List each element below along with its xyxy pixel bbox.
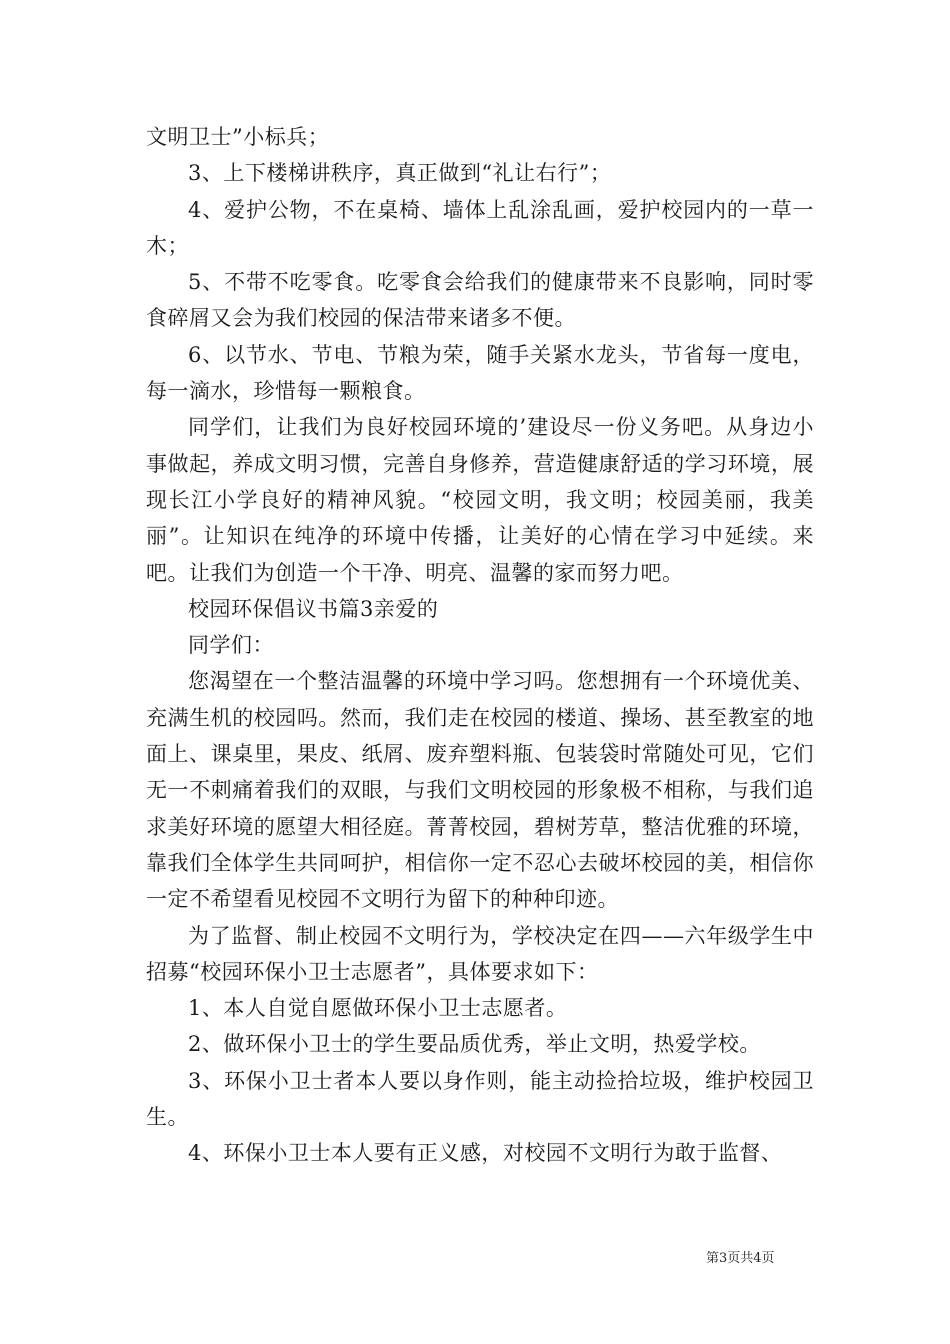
document-body (146, 119, 814, 1172)
paragraph-4: 5、不带不吃零食。吃零食会给我们的健康带来不良影响，同时零食碎屑又会为我们校园的保洁带来诸多不便。 (146, 270, 814, 331)
section-heading: 校园环保倡议书篇3亲爱的 (188, 596, 439, 621)
paragraph-9: 您渴望在一个整洁温馨的环境中学习吗。您想拥有一个环境优美、充满生机的校园吗。然而，我们走在校园的楼道、操场、甚至教室的地面上、课桌里，果皮、纸屑、废弃塑料瓶、包装袋时常随处可见，它们无一不刺痛着我们的双眼，与我们文明校园的形象极不相称，与我们追求美好环境的愿望大相径庭。菁菁校园，碧树芳草，整洁优雅的环境，靠我们全体学生共同呵护，相信你一定不忍心去破坏校园的美，相信你一定不希望看见校园不文明行为留下的种种印迹。 (146, 669, 814, 912)
salutation: 同学们： (188, 633, 274, 658)
paragraph-14: 4、环保小卫士本人要有正义感，对校园不文明行为敢于监督、 (188, 1141, 783, 1166)
paragraph-2: 3、上下楼梯讲秩序，真正做到“礼让右行”； (188, 161, 612, 186)
paragraph-1: 文明卫士”小标兵； (146, 125, 330, 149)
paragraph-11: 1、本人自觉自愿做环保小卫士志愿者。 (188, 996, 568, 1021)
page-number: 第3页共4页 (706, 1251, 775, 1266)
paragraph-5: 6、以节水、节电、节粮为荣，随手关紧水龙头，节省每一度电，每一滴水，珍惜每一颗粮食。 (146, 342, 814, 404)
paragraph-13: 3、环保小卫士者本人要以身作则，能主动捡拾垃圾，维护校园卫生。 (146, 1068, 814, 1130)
paragraph-6: 同学们，让我们为良好校园环境的’建设尽一份义务吧。从身边小事做起，养成文明习惯，完善自身修养，营造健康舒适的学习环境，展现长江小学良好的精神风貌。“校园文明，我文明；校园美丽，我美丽”。让知识在纯净的环境中传播，让美好的心情在学习中延续。来吧。让我们为创造一个干净、明亮、温馨的家而努力吧。 (146, 415, 814, 585)
paragraph-12: 2、做环保小卫士的学生要品质优秀，举止文明，热爱学校。 (188, 1032, 761, 1057)
paragraph-10: 为了监督、制止校园不文明行为，学校决定在四——六年级学生中招募“校园环保小卫士志愿者”，具体要求如下： (146, 923, 814, 984)
paragraph-3: 4、爱护公物，不在桌椅、墙体上乱涂乱画，爱护校园内的一草一木； (146, 197, 814, 258)
